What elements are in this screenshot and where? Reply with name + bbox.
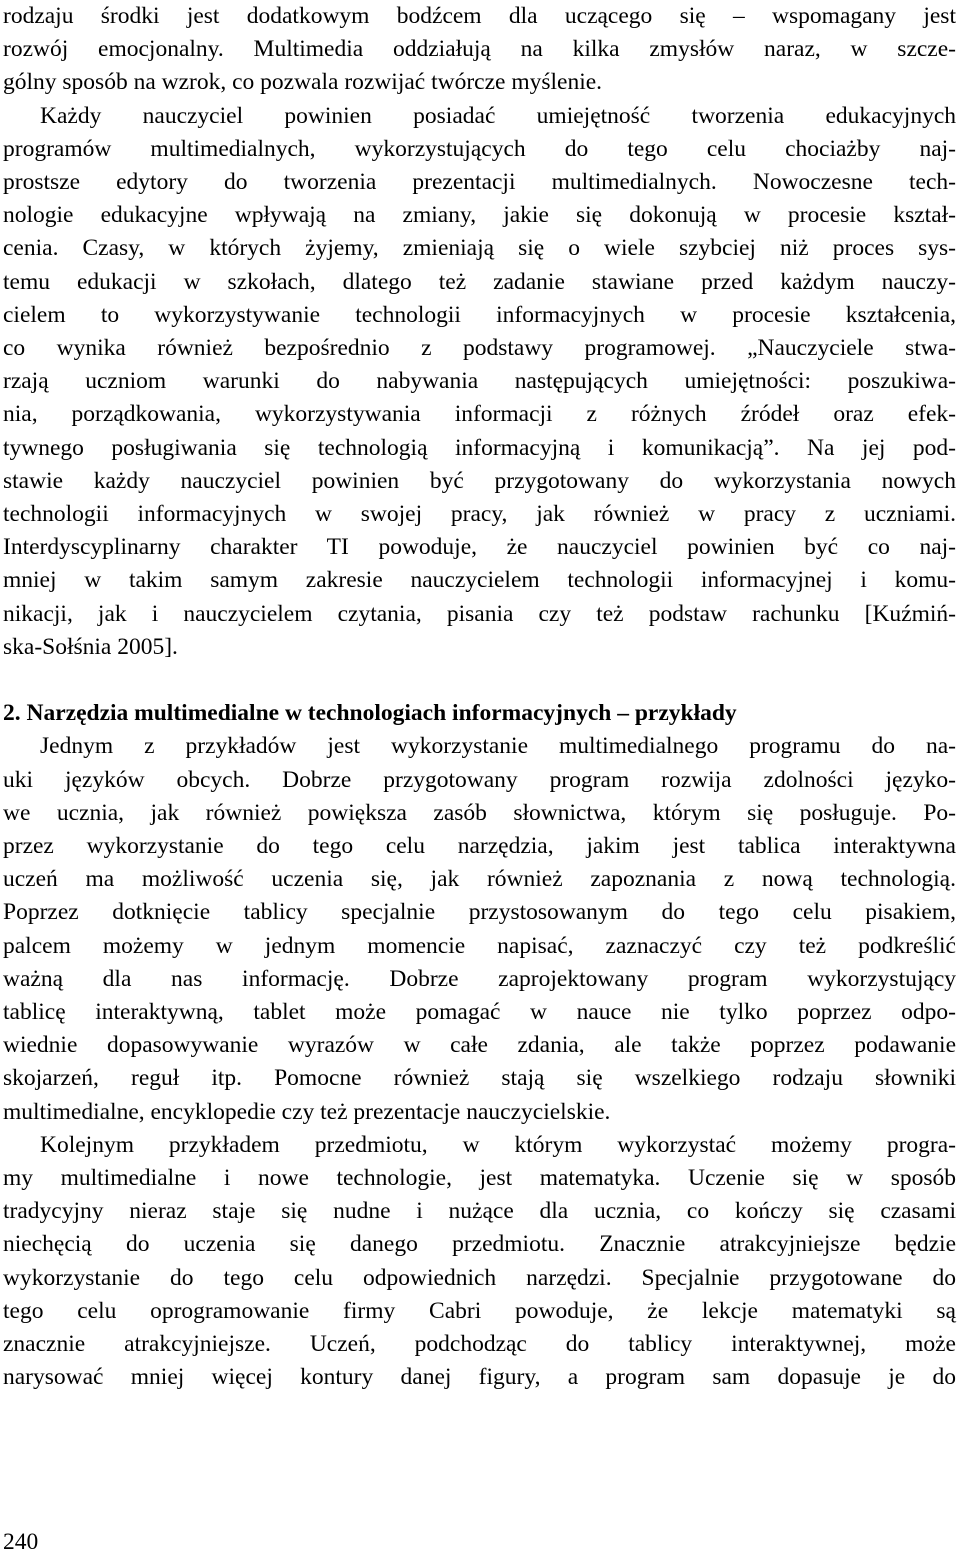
text-line: rzają uczniom warunki do nabywania następujących umiejętności: poszukiwa- — [3, 368, 956, 395]
text-line: palcem możemy w jednym momencie napisać, zaznaczyć czy też podkreślić — [3, 932, 956, 959]
text-line: przez wykorzystanie do tego celu narzędzia, jakim jest tablica interaktywna — [3, 833, 956, 859]
text-line: nia, porządkowania, wykorzystywania informacji z różnych źródeł oraz efek- — [3, 401, 956, 428]
text-line: Każdy nauczyciel powinien posiadać umiejętność tworzenia edukacyjnych — [40, 102, 956, 129]
text-line: uki języków obcych. Dobrze przygotowany program rozwija zdolności języko- — [3, 766, 956, 793]
text-line: temu edukacji w szkołach, dlatego też zadanie stawiane przed każdym nauczy- — [3, 268, 956, 295]
text-line: wykorzystanie do tego celu odpowiednich narzędzi. Specjalnie przygotowane do — [3, 1264, 956, 1291]
text-line: mniej w takim samym zakresie nauczycielem technologii informacyjnej i komu- — [3, 567, 956, 594]
text-line: Interdyscyplinarny charakter TI powoduje, że nauczyciel powinien być co naj- — [3, 534, 956, 561]
text-line: uczeń ma możliwość uczenia się, jak również zapoznania z nową technologią. — [3, 866, 956, 893]
text-line: multimedialne, encyklopedie czy też prezentacje nauczycielskie. — [3, 1098, 611, 1125]
text-line: stawie każdy nauczyciel powinien być przygotowany do wykorzystania nowych — [3, 467, 956, 494]
text-line: we ucznia, jak również powiększa zasób słownictwa, którym się posługuje. Po- — [3, 799, 956, 826]
section-heading: 2. Narzędzia multimedialne w technologiach informacyjnych – przykłady — [3, 700, 737, 727]
text-line: skojarzeń, reguł itp. Pomocne również stają się wszelkiego rodzaju słowniki — [3, 1065, 956, 1092]
text-line: co wynika również bezpośrednio z podstawy programowej. „Nauczyciele stwa- — [3, 335, 956, 361]
text-line: cenia. Czasy, w których żyjemy, zmieniają się o wiele szybciej niż proces sys- — [3, 235, 956, 262]
text-line: nologie edukacyjne wpływają na zmiany, jakie się dokonują w procesie kształ- — [3, 202, 956, 229]
text-line: rozwój emocjonalny. Multimedia oddziałują na kilka zmysłów naraz, w szcze- — [3, 36, 956, 63]
text-line: Kolejnym przykładem przedmiotu, w którym wykorzystać możemy progra- — [40, 1131, 956, 1158]
text-line: nikacji, jak i nauczycielem czytania, pisania czy też podstaw rachunku [Kuźmiń- — [3, 600, 956, 627]
text-line: technologii informacyjnych w swojej pracy, jak również w pracy z uczniami. — [3, 501, 956, 527]
text-line: rodzaju środki jest dodatkowym bodźcem dla uczącego się – wspomagany jest — [3, 3, 956, 29]
text-line: my multimedialne i nowe technologie, jest matematyka. Uczenie się w sposób — [3, 1165, 956, 1191]
text-line: tradycyjny nieraz staje się nudne i nużące dla ucznia, co kończy się czasami — [3, 1198, 956, 1225]
text-line: Jednym z przykładów jest wykorzystanie multimedialnego programu do na- — [40, 733, 956, 760]
text-line: ska-Sołśnia 2005]. — [3, 633, 178, 660]
text-line: Poprzez dotknięcie tablicy specjalnie przystosowanym do tego celu pisakiem, — [3, 899, 956, 926]
text-line: znacznie atrakcyjniejsze. Uczeń, podchodząc do tablicy interaktywnej, może — [3, 1331, 956, 1357]
text-line: tablicę interaktywną, tablet może pomagać w nauce nie tylko poprzez odpo- — [3, 999, 956, 1025]
text-line: tywnego posługiwania się technologią informacyjną i komunikacją”. Na jej pod- — [3, 434, 956, 461]
text-line: prostsze edytory do tworzenia prezentacji multimedialnych. Nowoczesne tech- — [3, 169, 956, 195]
text-line: gólny sposób na wzrok, co pozwala rozwijać twórcze myślenie. — [3, 69, 603, 96]
text-line: niechęcią do uczenia się danego przedmiotu. Znacznie atrakcyjniejsze będzie — [3, 1231, 956, 1258]
page-number: 240 — [3, 1529, 39, 1555]
text-line: tego celu oprogramowanie firmy Cabri powoduje, że lekcje matematyki są — [3, 1297, 956, 1324]
text-line: cielem to wykorzystywanie technologii informacyjnych w procesie kształcenia, — [3, 301, 956, 328]
text-line: programów multimedialnych, wykorzystujących do tego celu chociażby naj- — [3, 135, 956, 162]
text-line: wiednie dopasowywanie wyrazów w całe zdania, ale także poprzez podawanie — [3, 1032, 956, 1059]
text-line: narysować mniej więcej kontury danej figury, a program sam dopasuje je do — [3, 1364, 956, 1391]
text-line: ważną dla nas informację. Dobrze zaprojektowany program wykorzystujący — [3, 965, 956, 992]
